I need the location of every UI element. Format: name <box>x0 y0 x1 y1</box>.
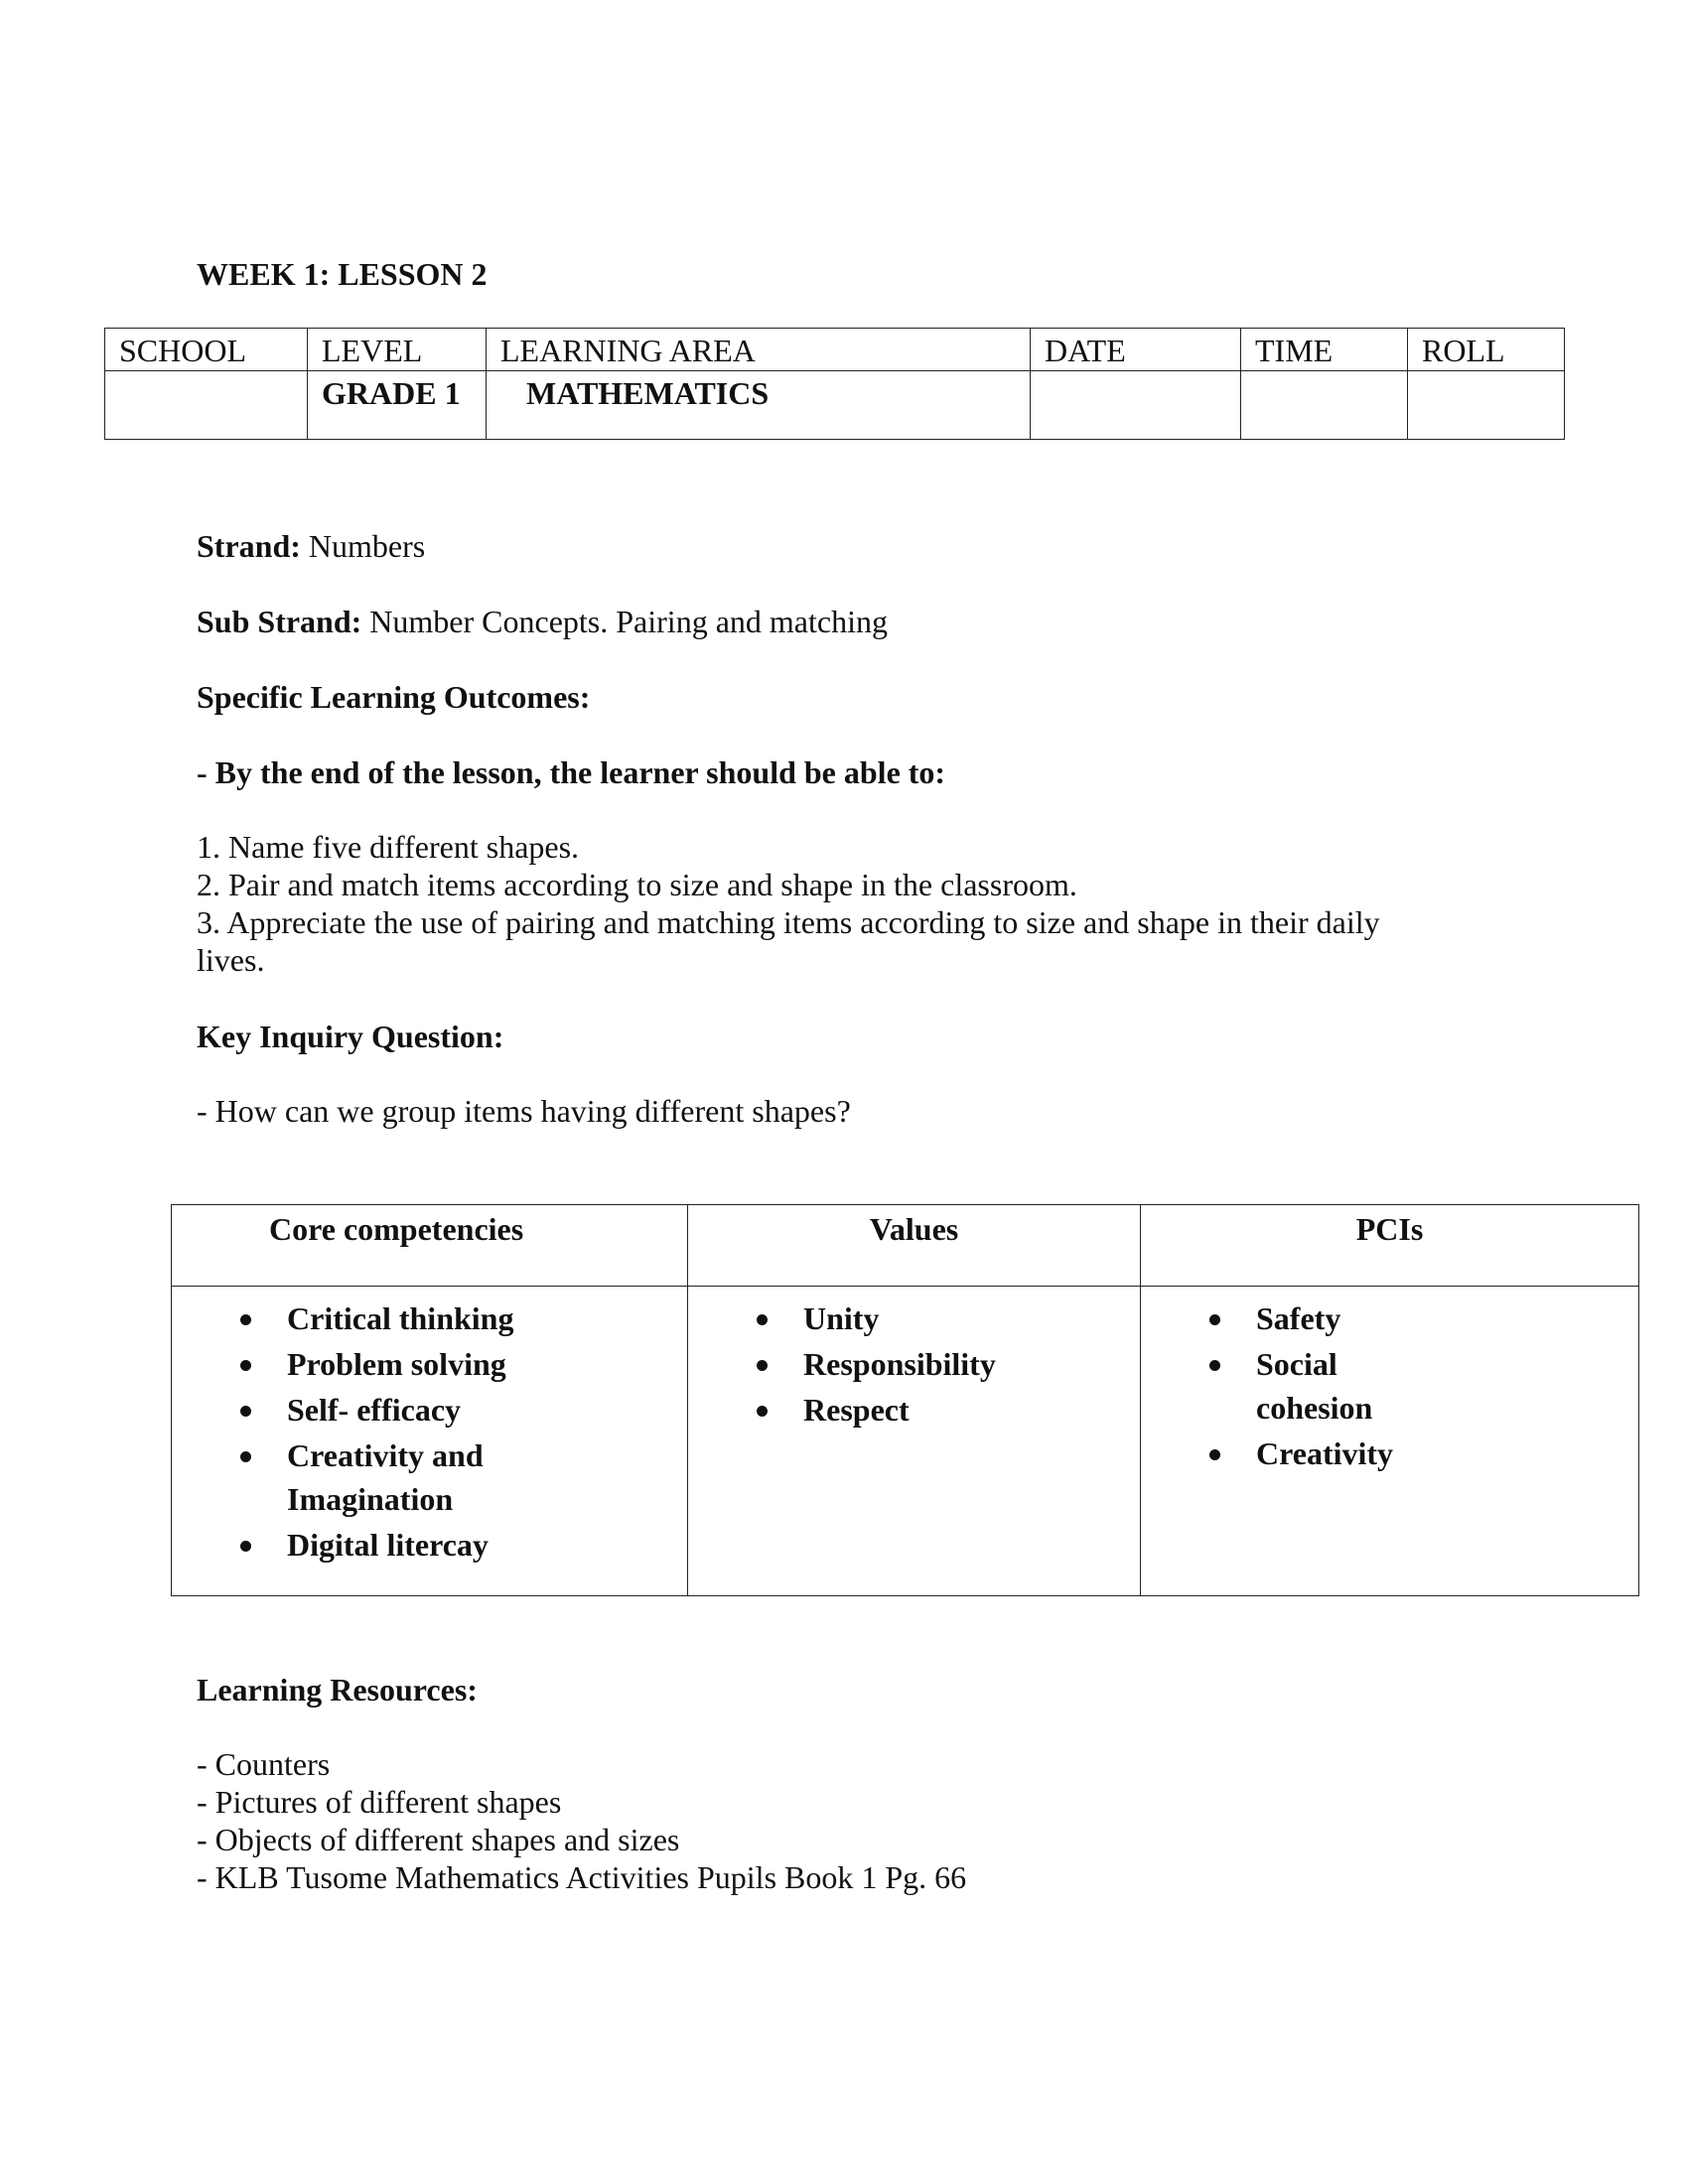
header-date: DATE <box>1031 329 1241 371</box>
slo-intro: - By the end of the lesson, the learner should be able to: <box>197 754 946 790</box>
pcis-list <box>1142 1297 1637 1475</box>
list-item: Digital litercay <box>173 1523 686 1567</box>
lesson-title: WEEK 1: LESSON 2 <box>197 256 488 292</box>
sub-strand-value: Number Concepts. Pairing and matching <box>369 604 888 639</box>
outcomes-list <box>197 828 1487 979</box>
list-item: Unity <box>689 1297 1139 1340</box>
header-core-competencies: Core competencies <box>172 1205 688 1287</box>
outcome-item: 1. Name five different shapes. <box>197 829 580 865</box>
resources-heading: Learning Resources: <box>197 1672 478 1707</box>
header-learning-area: LEARNING AREA <box>487 329 1031 371</box>
resource-item: - KLB Tusome Mathematics Activities Pupils Book 1 Pg. 66 <box>197 1859 967 1895</box>
competency-body-row <box>172 1287 1639 1596</box>
value-level: GRADE 1 <box>308 371 487 440</box>
competency-header-row <box>172 1205 1639 1287</box>
lesson-header-table <box>104 328 1565 440</box>
header-level: LEVEL <box>308 329 487 371</box>
slo-heading: Specific Learning Outcomes: <box>197 679 591 715</box>
competency-table <box>171 1204 1639 1596</box>
value-school <box>105 371 308 440</box>
list-item: Self- efficacy <box>173 1388 686 1432</box>
outcome-item: 2. Pair and match items according to size and shape in the classroom. <box>197 867 1077 902</box>
pcis-cell <box>1141 1287 1639 1596</box>
values-row <box>105 371 1565 440</box>
resource-item: - Pictures of different shapes <box>197 1784 562 1820</box>
values-cell <box>688 1287 1141 1596</box>
header-values: Values <box>688 1205 1141 1287</box>
list-item: Respect <box>689 1388 1139 1432</box>
header-pcis: PCIs <box>1141 1205 1639 1287</box>
value-date <box>1031 371 1241 440</box>
header-roll: ROLL <box>1408 329 1565 371</box>
resources-list <box>197 1745 1487 1896</box>
list-item: Problem solving <box>173 1342 686 1386</box>
value-learning-area: MATHEMATICS <box>487 371 1031 440</box>
outcome-item: 3. Appreciate the use of pairing and matching items according to size and shape in their daily lives. <box>197 904 1380 978</box>
value-time <box>1241 371 1408 440</box>
strand-value: Numbers <box>308 528 426 564</box>
value-roll <box>1408 371 1565 440</box>
core-competencies-cell <box>172 1287 688 1596</box>
kiq-heading: Key Inquiry Question: <box>197 1019 504 1054</box>
list-item: Critical thinking <box>173 1297 686 1340</box>
header-row <box>105 329 1565 371</box>
list-item: Safety <box>1142 1297 1637 1340</box>
list-item: Creativity <box>1142 1432 1637 1475</box>
strand-label: Strand: <box>197 528 301 564</box>
list-item: Responsibility <box>689 1342 1139 1386</box>
kiq-text: - How can we group items having different shapes? <box>197 1093 851 1129</box>
header-time: TIME <box>1241 329 1408 371</box>
header-school: SCHOOL <box>105 329 308 371</box>
resource-item: - Counters <box>197 1746 331 1782</box>
sub-strand-label: Sub Strand: <box>197 604 362 639</box>
values-list <box>689 1297 1139 1432</box>
list-item: Social cohesion <box>1142 1342 1365 1430</box>
strand-line <box>197 528 425 565</box>
sub-strand-line <box>197 604 888 640</box>
list-item: Creativity and Imagination <box>173 1433 505 1521</box>
resource-item: - Objects of different shapes and sizes <box>197 1822 680 1857</box>
core-competencies-list <box>173 1297 686 1567</box>
